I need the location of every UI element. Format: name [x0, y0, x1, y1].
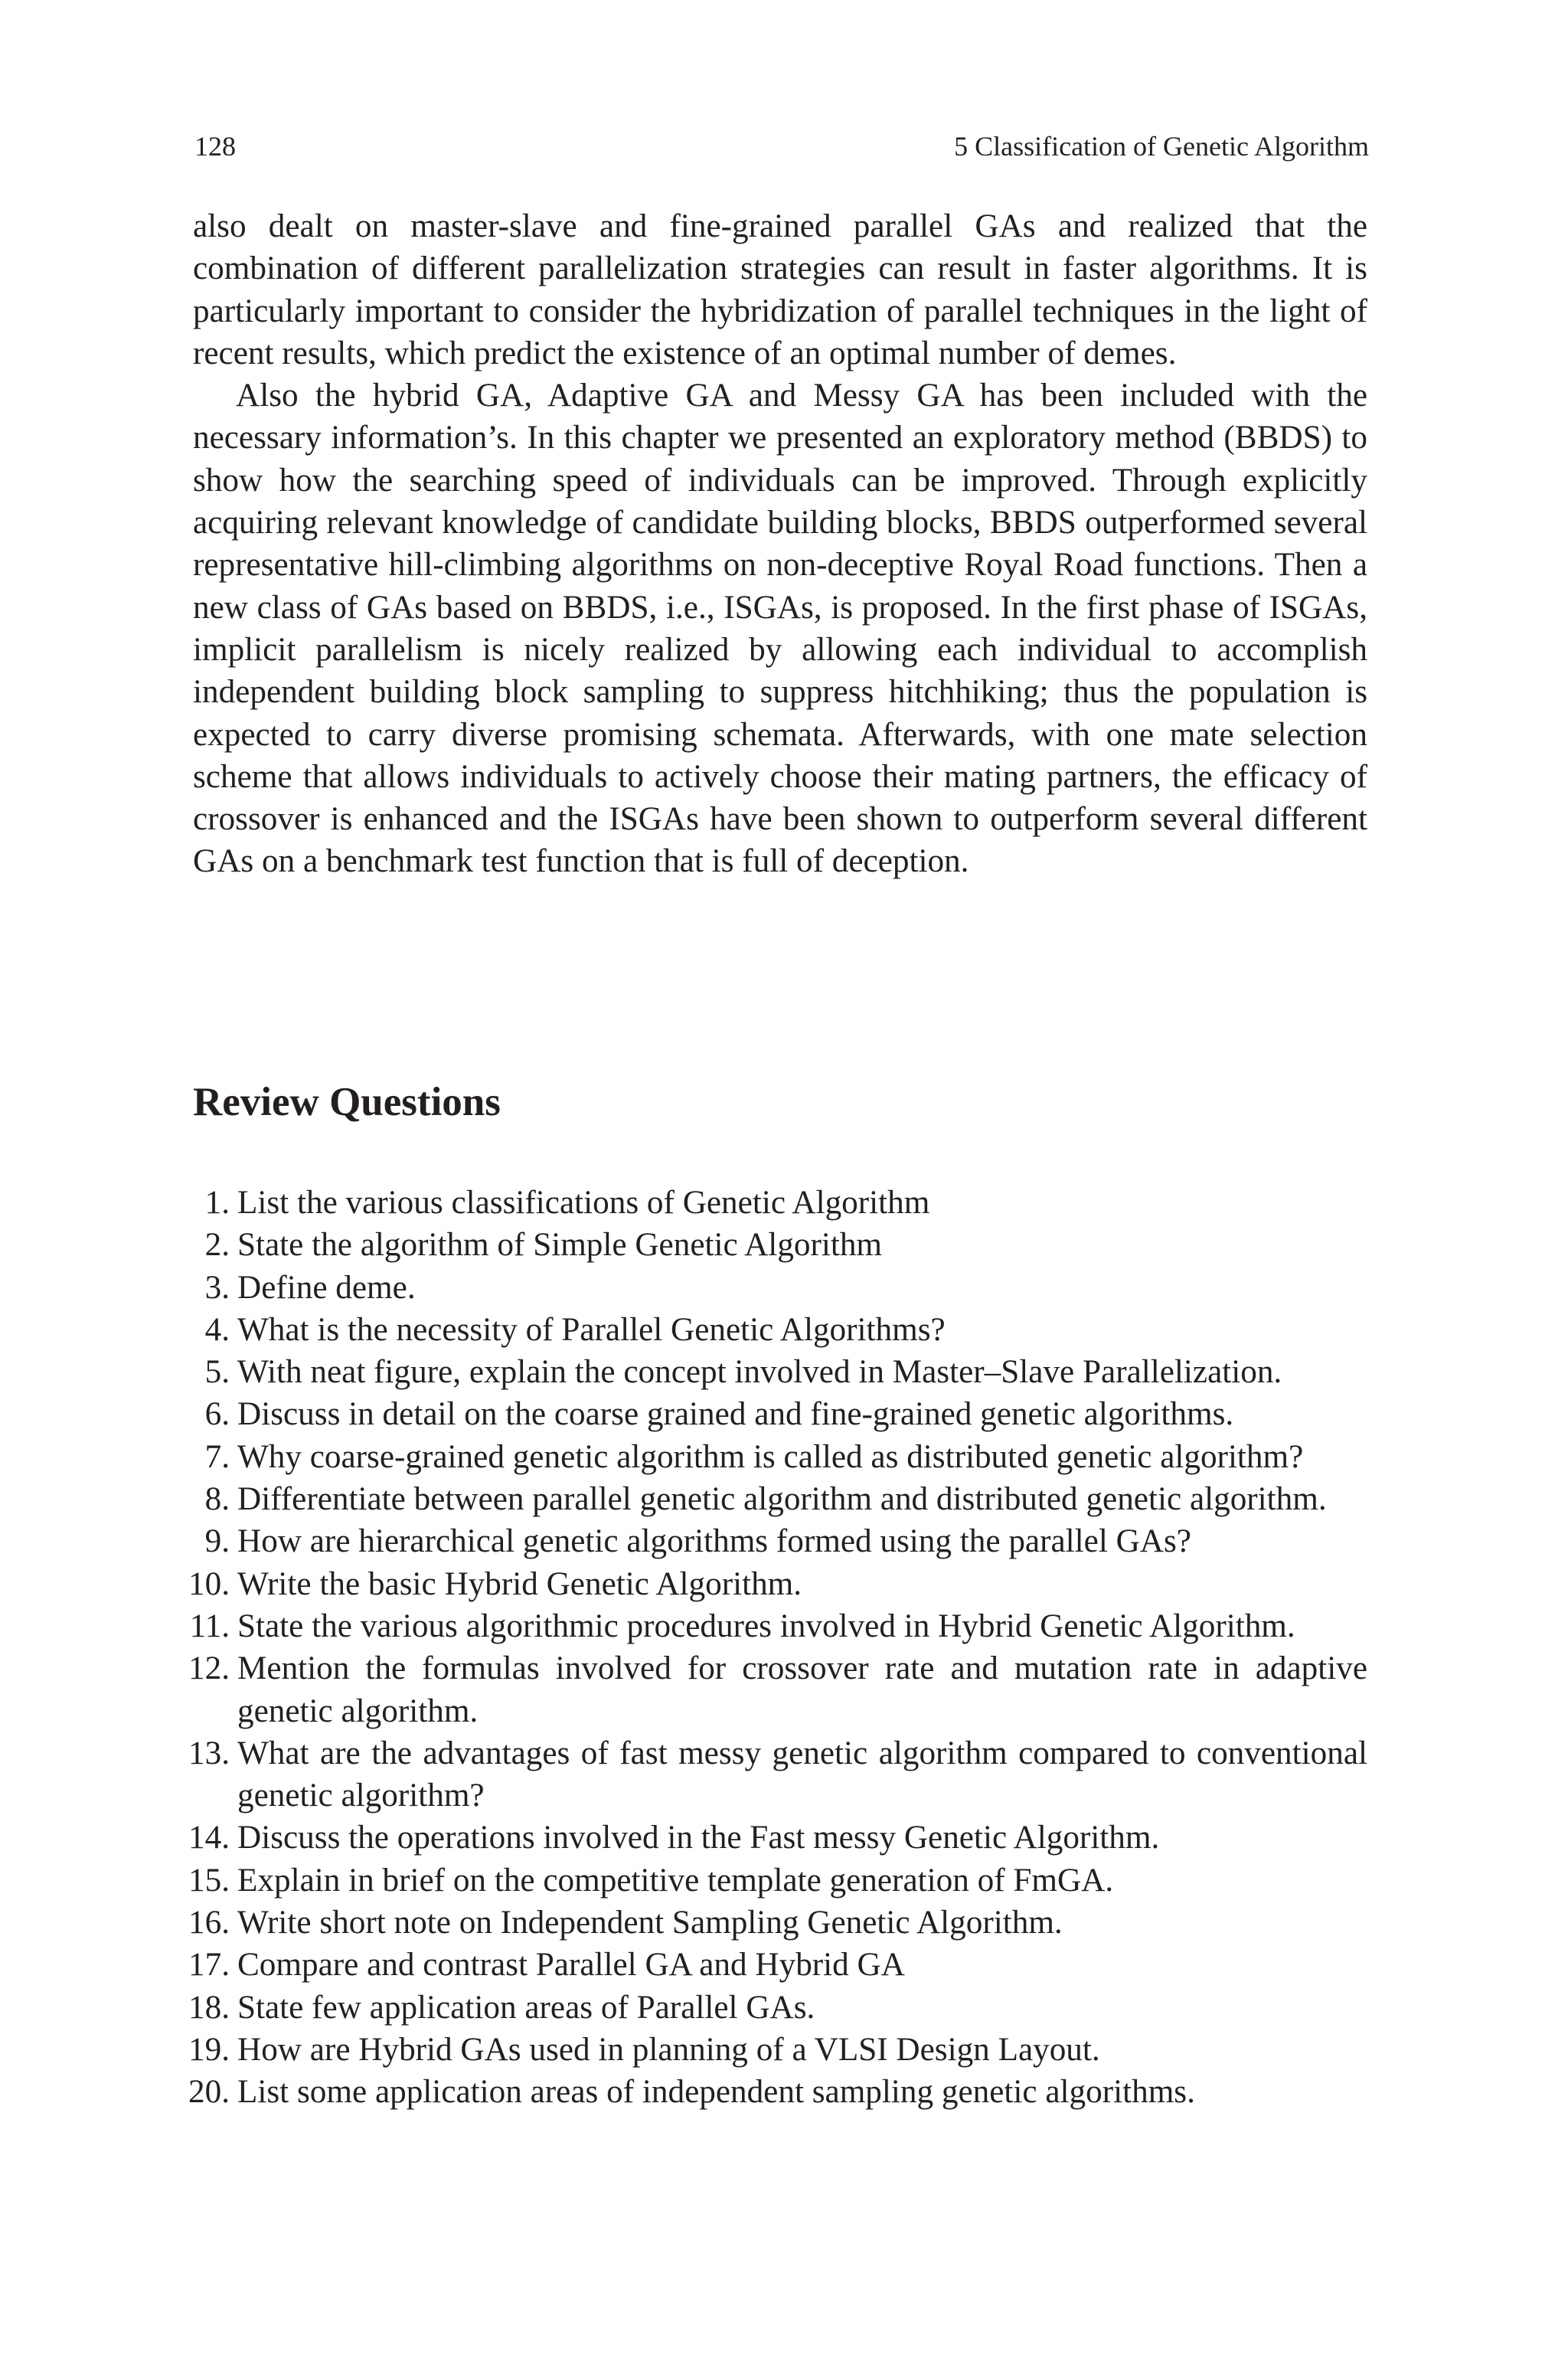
- question-number: 1.: [204, 1185, 230, 1221]
- page-number: 128: [194, 131, 236, 162]
- question-text: How are hierarchical genetic algorithms formed using the parallel GAs?: [237, 1523, 1191, 1560]
- question-item: [193, 1267, 1367, 1309]
- question-number: 5.: [204, 1354, 230, 1391]
- question-text: Compare and contrast Parallel GA and Hybrid GA: [237, 1947, 905, 1984]
- question-item: [193, 1436, 1367, 1478]
- question-text: Discuss the operations involved in the Fast messy Genetic Algorithm.: [237, 1820, 1160, 1856]
- question-item: [193, 1224, 1367, 1266]
- question-item: [188, 1732, 1367, 1817]
- question-number: 17.: [188, 1947, 230, 1984]
- question-number: 12.: [188, 1650, 230, 1687]
- question-number: 2.: [204, 1227, 230, 1264]
- question-number: 16.: [188, 1905, 230, 1941]
- paragraph: Also the hybrid GA, Adaptive GA and Messy GA has been included with the necessary information’s. In this chapter we presented an exploratory method (BBDS) to show how the searching speed of individuals can be improved. Through explicitly acquiring relevant knowledge of candidate building blocks, BBDS outperformed several representative hill-climbing algorithms on non-deceptive Royal Road functions. Then a new class of GAs based on BBDS, i.e., ISGAs, is proposed. In the first phase of ISGAs, implicit parallelism is nicely realized by allowing each individual to accomplish independent building block sampling to suppress hitchhiking; thus the population is expected to carry diverse promising schemata. Afterwards, with one mate selection scheme that allows individuals to actively choose their mating partners, the efficacy of crossover is enhanced and the ISGAs have been shown to outperform several different GAs on a benchmark test function that is full of deception.: [193, 378, 1367, 880]
- question-number: 6.: [204, 1396, 230, 1433]
- question-number: 11.: [189, 1608, 230, 1644]
- question-text: Why coarse-grained genetic algorithm is called as distributed genetic algorithm?: [237, 1438, 1304, 1475]
- question-number: 8.: [204, 1481, 230, 1518]
- question-number: 9.: [204, 1523, 230, 1560]
- question-number: 15.: [188, 1862, 230, 1899]
- question-text: Define deme.: [237, 1269, 416, 1306]
- question-text: State the various algorithmic procedures involved in Hybrid Genetic Algorithm.: [237, 1608, 1295, 1644]
- paragraph: also dealt on master-slave and fine-grained parallel GAs and realized that the combination of different parallelization strategies can result in faster algorithms. It is particularly important to consider the hybridization of parallel techniques in the light of recent results, which predict the existence of an optimal number of demes.: [193, 208, 1367, 371]
- question-item: [193, 1478, 1367, 1520]
- question-text: List some application areas of independent sampling genetic algorithms.: [237, 2074, 1195, 2111]
- section-heading: Review Questions: [193, 1080, 501, 1124]
- question-number: 20.: [188, 2074, 230, 2111]
- question-text: Discuss in detail on the coarse grained and fine-grained genetic algorithms.: [237, 1396, 1234, 1433]
- question-item: [188, 1987, 1367, 2029]
- question-item: [193, 1393, 1367, 1435]
- question-text: State the algorithm of Simple Genetic Algorithm: [237, 1227, 883, 1264]
- question-text: What are the advantages of fast messy genetic algorithm compared to conventional genetic algorithm?: [237, 1735, 1367, 1814]
- body-text: [193, 205, 1367, 883]
- question-text: Explain in brief on the competitive template generation of FmGA.: [237, 1862, 1114, 1899]
- question-item: [189, 1605, 1367, 1647]
- question-item: [188, 1563, 1367, 1605]
- chapter-title: 5 Classification of Genetic Algorithm: [954, 131, 1369, 162]
- question-text: List the various classifications of Genetic Algorithm: [237, 1185, 930, 1221]
- question-text: Differentiate between parallel genetic algorithm and distributed genetic algorithm.: [237, 1481, 1327, 1518]
- question-item: [193, 1351, 1367, 1393]
- review-questions-list: [188, 1182, 1367, 2114]
- question-text: How are Hybrid GAs used in planning of a VLSI Design Layout.: [237, 2031, 1100, 2068]
- question-item: [188, 1647, 1367, 1732]
- question-text: Write short note on Independent Sampling Genetic Algorithm.: [237, 1905, 1063, 1941]
- question-item: [188, 1817, 1367, 1859]
- question-item: [188, 1944, 1367, 1986]
- question-number: 19.: [188, 2031, 230, 2068]
- question-text: Write the basic Hybrid Genetic Algorithm.: [237, 1565, 802, 1602]
- question-text: With neat figure, explain the concept involved in Master–Slave Parallelization.: [237, 1354, 1282, 1391]
- question-number: 13.: [188, 1735, 230, 1771]
- question-text: State few application areas of Parallel GAs.: [237, 1989, 815, 2026]
- question-number: 7.: [204, 1438, 230, 1475]
- question-item: [188, 1859, 1367, 1902]
- question-item: [193, 1520, 1367, 1562]
- question-number: 10.: [188, 1565, 230, 1602]
- question-text: What is the necessity of Parallel Genetic Algorithms?: [237, 1311, 946, 1348]
- question-number: 18.: [188, 1989, 230, 2026]
- question-number: 14.: [188, 1820, 230, 1856]
- question-number: 4.: [204, 1311, 230, 1348]
- question-item: [193, 1309, 1367, 1351]
- question-item: [188, 2071, 1367, 2113]
- question-item: [188, 2029, 1367, 2071]
- question-item: [193, 1182, 1367, 1224]
- question-text: Mention the formulas involved for crossover rate and mutation rate in adaptive genetic algorithm.: [237, 1650, 1367, 1729]
- question-number: 3.: [204, 1269, 230, 1306]
- question-item: [188, 1902, 1367, 1944]
